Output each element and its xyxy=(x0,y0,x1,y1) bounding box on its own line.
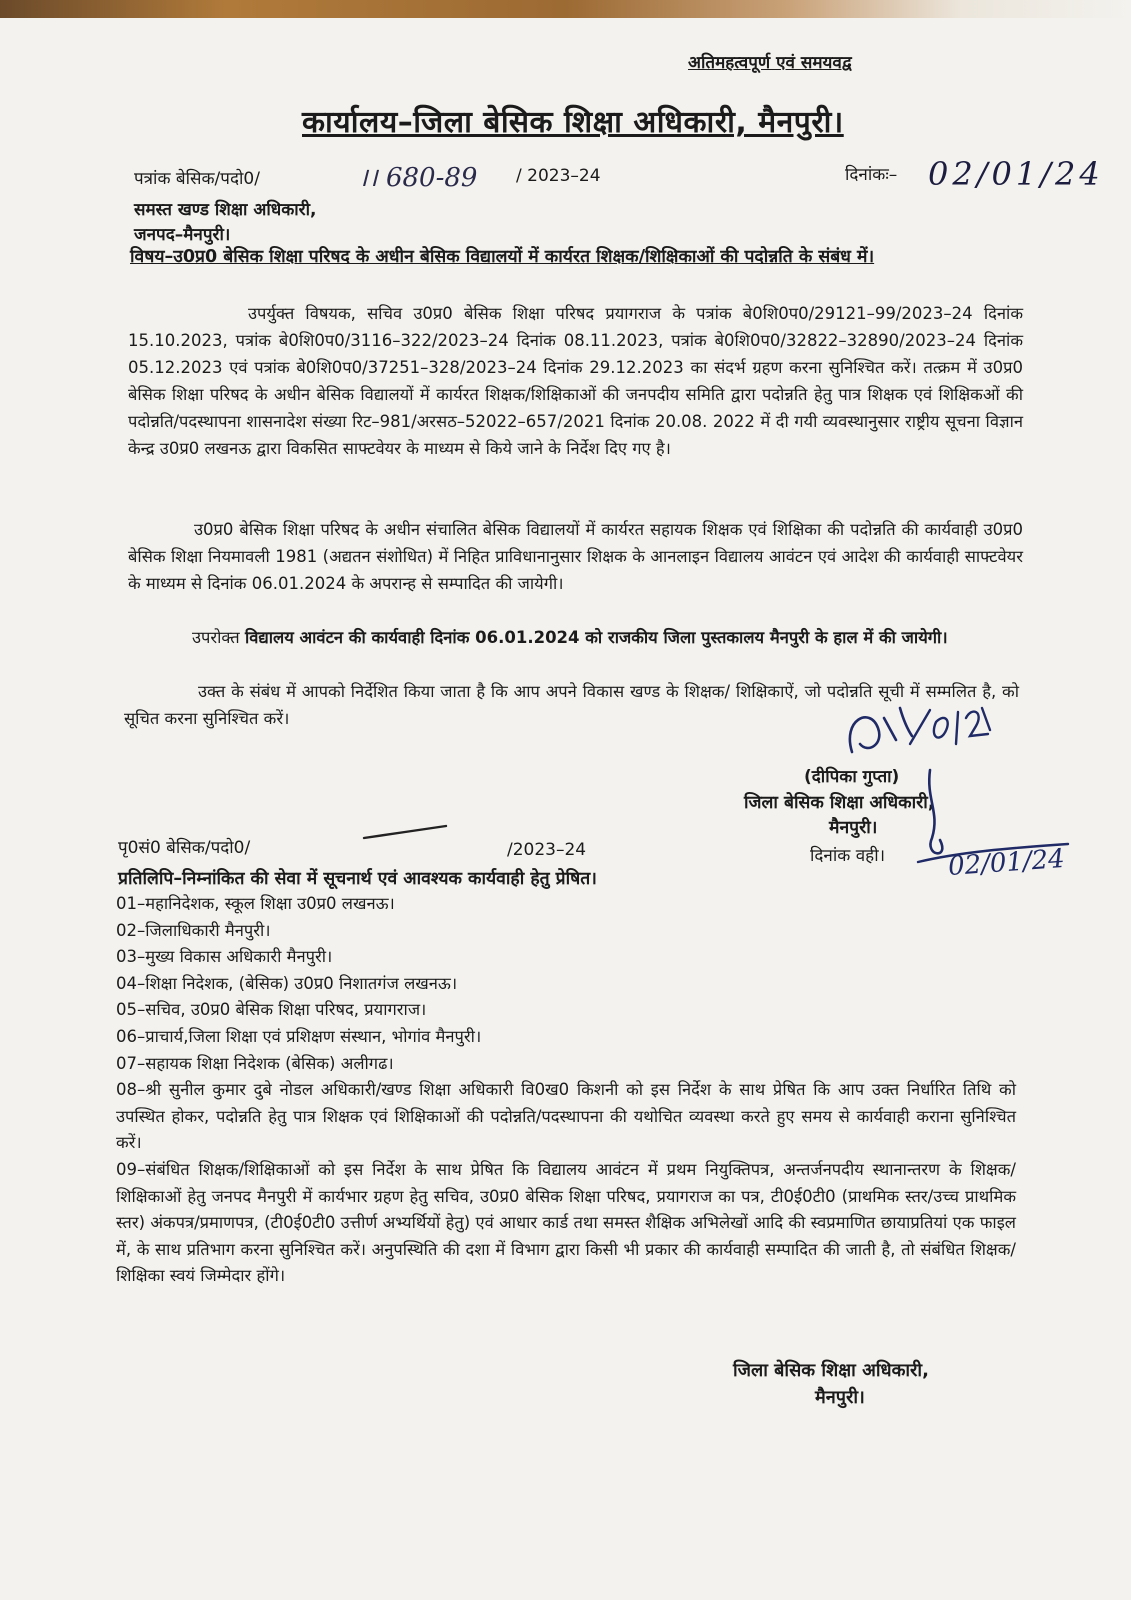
body-paragraph-3: उपरोक्त विद्यालय आवंटन की कार्यवाही दिनांक 06.01.2024 को राजकीय जिला पुस्तकालय मैनपुरी के हाल में की जायेगी। xyxy=(192,628,948,647)
addressee-line-2: जनपद–मैनपुरी। xyxy=(134,225,231,245)
urgency-note: अतिमहत्वपूर्ण एवं समयवद्व xyxy=(688,53,852,73)
list-item: 07–सहायक शिक्षा निदेशक (बेसिक) अलीगढ। xyxy=(116,1053,394,1073)
office-heading: कार्यालय–जिला बेसिक शिक्षा अधिकारी, मैनपुरी। xyxy=(302,105,844,140)
date-value: 02/01/24 xyxy=(928,155,1104,193)
handwritten-date: 02/01/24 xyxy=(947,843,1066,883)
body-paragraph-1: उपर्युक्त विषयक, सचिव उ0प्र0 बेसिक शिक्षा परिषद प्रयागराज के पत्रांक बे0शि0प0/29121–99/2023–24 दिनांक 15.10.2023, पत्रांक बे0शि0प0/3116–322/2023–24 दिनांक 08.11.2023, पत्रांक बे0शि0प0/32822–32890/2023–24 दिनांक 05.12.2023 एवं पत्रांक बे0शि0प0/37251–328/2023–24 दिनांक 29.12.2023 का संदर्भ ग्रहण करना सुनिश्चित करें। तत्क्रम में उ0प्र0 बेसिक शिक्षा परिषद के अधीन बेसिक विद्यालयों में कार्यरत शिक्षक/शिक्षिकाओं की जनपदीय समिति द्वारा पदोन्नति हेतु पात्र शिक्षक एवं शिक्षिकओं की पदोन्नति/पदस्थापना शासनादेश संख्या रिट–981/अरसठ–52022–657/2021 दिनांक 20.08. 2022 में दी गयी व्यवस्थानुसार राष्ट्रीय सूचना विज्ञान केन्द्र उ0प्र0 लखनऊ द्वारा विकसित साफ्टवेयर के माध्यम से किये जाने के निर्देश दिए गए है। xyxy=(128,304,1023,458)
signatory-date: दिनांक वही। xyxy=(810,846,886,866)
list-item: 05–सचिव, उ0प्र0 बेसिक शिक्षा परिषद, प्रयागराज। xyxy=(116,1000,427,1020)
signatory-place: मैनपुरी। xyxy=(829,818,878,838)
reference-number: ।। 680-89 xyxy=(358,163,478,193)
signature-date-ink xyxy=(910,708,990,744)
dispatch-stroke xyxy=(364,826,446,838)
list-item: 08–श्री सुनील कुमार दुबे नोडल अधिकारी/खण्ड शिक्षा अधिकारी वि0ख0 किशनी को इस निर्देश के साथ प्रेषित कि आप उक्त निर्धारित तिथि को उपस्थित होकर, पदोन्नति हेतु पात्र शिक्षक एवं शिक्षिकाओं की पदोन्नति/पदस्थापना की यथोचित व्यवस्था करते हुए समय से कार्यवाही कराना सुनिश्चित करें। xyxy=(116,1080,1016,1153)
list-item: 09–संबंधित शिक्षक/शिक्षिकाओं को इस निर्देश के साथ प्रेषित कि विद्यालय आवंटन में प्रथम नियुक्तिपत्र, अन्तर्जनपदीय स्थानान्तरण के शिक्षक/शिक्षिकाओं हेतु जनपद मैनपुरी में कार्यभार ग्रहण हेतु सचिव, उ0प्र0 बेसिक शिक्षा परिषद, प्रयागराज का पत्र, टी0ई0टी0 (प्राथमिक स्तर/उच्च प्राथमिक स्तर) अंकपत्र/प्रमाणपत्र, (टी0ई0टी0 उत्तीर्ण अभ्यर्थियों हेतु) एवं आधार कार्ड तथा समस्त शैक्षिक अभिलेखों आदि की स्वप्रमाणित छायाप्रतियां एक फाइल में, के साथ प्रतिभाग करना सुनिश्चित करें। अनुपस्थिति की दशा में विभाग द्वारा किसी भी प्रकार की कार्यवाही सम्पादित की जाती है, तो संबंधित शिक्षक/शिक्षिका स्वयं जिम्मेदार होंगे। xyxy=(116,1159,1016,1286)
addressee-line-1: समस्त खण्ड शिक्षा अधिकारी, xyxy=(134,200,317,220)
reference-year: / 2023–24 xyxy=(516,166,601,186)
copy-reference: पृ0सं0 बेसिक/पदो0/ xyxy=(118,838,251,858)
footer-place: मैनपुरी। xyxy=(815,1387,865,1408)
copy-year: /2023–24 xyxy=(507,840,587,860)
signature-scribble xyxy=(850,708,912,752)
list-item: 02–जिलाधिकारी मैनपुरी। xyxy=(116,920,271,940)
list-item: 04–शिक्षा निदेशक, (बेसिक) उ0प्र0 निशातगंज लखनऊ। xyxy=(116,973,458,993)
signatory-title: जिला बेसिक शिक्षा अधिकारी, xyxy=(744,793,935,813)
footer-title: जिला बेसिक शिक्षा अधिकारी, xyxy=(733,1360,929,1381)
list-item: 01–महानिदेशक, स्कूल शिक्षा उ0प्र0 लखनऊ। xyxy=(116,894,395,913)
date-label: दिनांकः– xyxy=(845,165,898,185)
signature-vertical-stroke xyxy=(929,770,942,853)
subject-line: विषय–उ0प्र0 बेसिक शिक्षा परिषद के अधीन बेसिक विद्यालयों में कार्यरत शिक्षक/शिक्षिकाओं की पदोन्नति के संबंध में। xyxy=(130,247,875,267)
body-paragraph-2: उ0प्र0 बेसिक शिक्षा परिषद के अधीन संचालित बेसिक विद्यालयों में कार्यरत सहायक शिक्षक एवं शिक्षिका की पदोन्नति की कार्यवाही उ0प्र0 बेसिक शिक्षा नियमावली 1981 (अद्यतन संशोधित) में निहित प्राविधानानुसार शिक्षक के आनलाइन विद्यालय आवंटन एवं आदेश की कार्यवाही साफ्टवेयर के माध्यम से दिनांक 06.01.2024 के अपरान्ह से सम्पादित की जायेगी। xyxy=(128,520,1023,593)
copy-heading: प्रतिलिपि–निम्नांकित की सेवा में सूचनार्थ एवं आवश्यक कार्यवाही हेतु प्रेषित। xyxy=(118,869,597,889)
list-item: 03–मुख्य विकास अधिकारी मैनपुरी। xyxy=(116,947,333,967)
list-item: 06–प्राचार्य,जिला शिक्षा एवं प्रशिक्षण संस्थान, भोगांव मैनपुरी। xyxy=(116,1026,482,1046)
reference-prefix: पत्रांक बेसिक/पदो0/ xyxy=(134,169,260,189)
signatory-name: (दीपिका गुप्ता) xyxy=(804,767,900,787)
body-paragraph-4: उक्त के संबंध में आपको निर्देशित किया जाता है कि आप अपने विकास खण्ड के शिक्षक/ शिक्षिकाऐं, जो पदोन्नति सूची में सम्मलित है, को सूचित करना सुनिश्चित करें। xyxy=(124,682,1019,728)
